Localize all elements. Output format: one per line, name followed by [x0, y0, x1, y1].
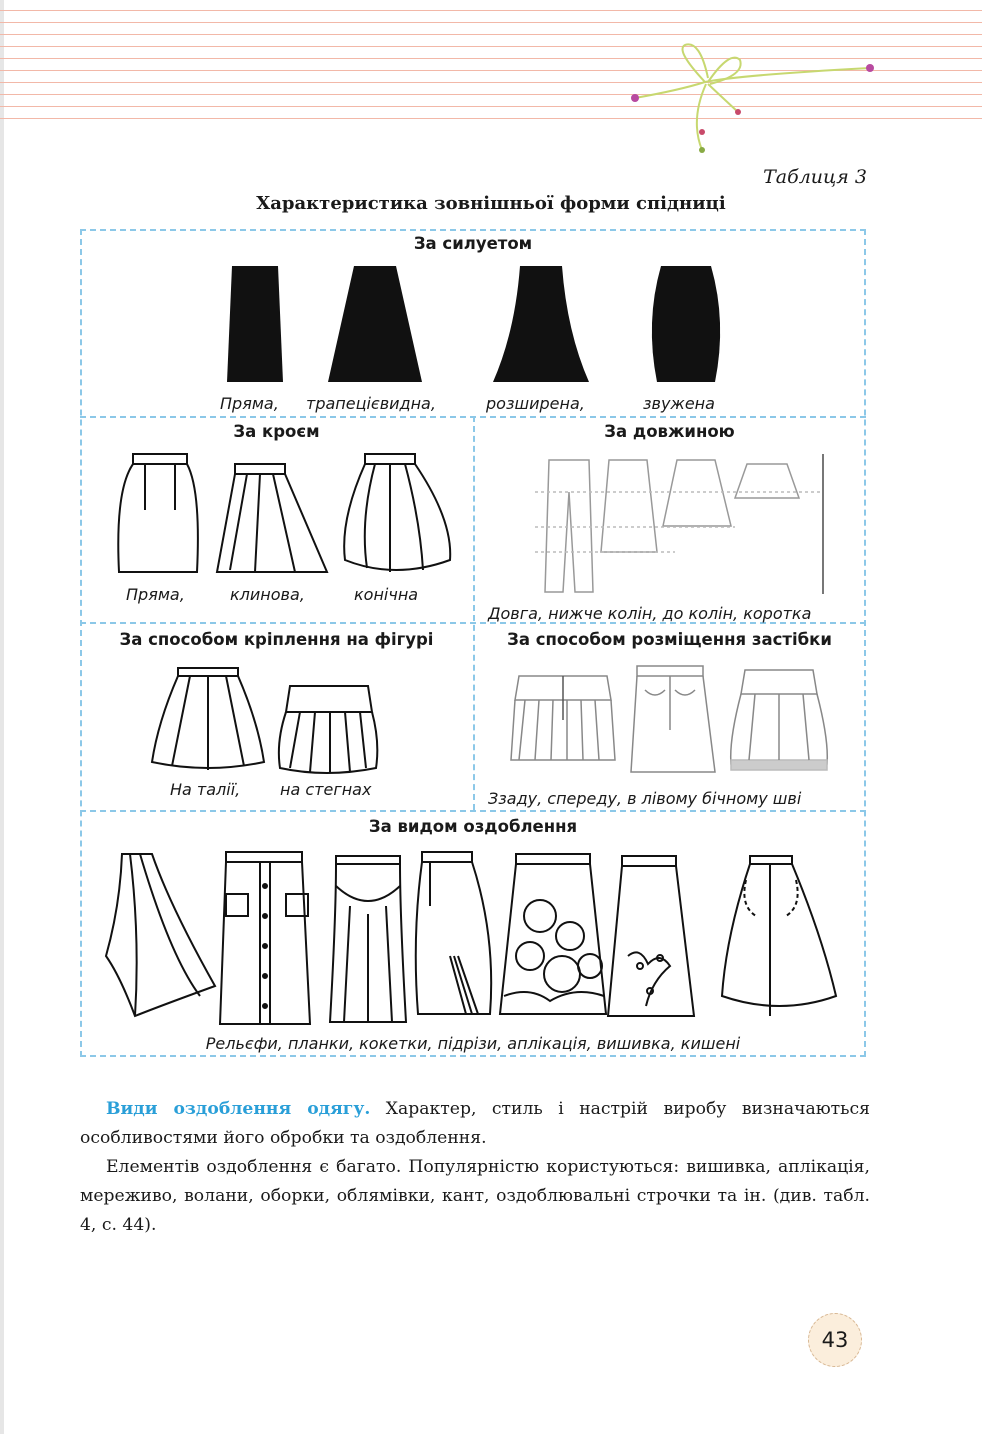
page-number: 43: [808, 1313, 862, 1367]
silhouette-skirts-illustration: [215, 262, 735, 387]
body-text: [80, 1095, 870, 1240]
caption-decoration: Рельєфи, планки, кокетки, підрізи, аплікація, вишивка, кишені: [205, 1034, 741, 1053]
caption-length: Довга, нижче колін, до колін, коротка: [488, 604, 812, 623]
cut-skirts-illustration: [105, 450, 460, 580]
section-title-silhouette: За силуетом: [413, 234, 533, 253]
caption-cut-conical: конічна: [354, 585, 419, 604]
section-title-length: За довжиною: [604, 422, 735, 441]
caption-silhouette-straight: Пряма,: [220, 394, 279, 413]
paragraph-2: Елементів оздоблення є багато. Популярністю користуються: вишивка, аплікація, мереживо, волани, оборки, облямівки, кант, оздоблювальні строчки та ін. (див. табл. 4, с. 44).: [80, 1157, 870, 1235]
section-title-cut: За кроєм: [233, 422, 320, 441]
table-number: Таблиця 3: [763, 166, 867, 188]
fastening-skirts-illustration: [150, 662, 380, 777]
length-skirts-illustration: [535, 452, 830, 597]
caption-closure: Ззаду, спереду, в лівому бічному шві: [488, 789, 802, 808]
caption-silhouette-flared: розширена,: [486, 394, 585, 413]
page-edge: [0, 0, 4, 1434]
paragraph-1-text: Характер, стиль і настрій виробу визначаються особливостями його обробки та оздоблення.: [80, 1099, 870, 1148]
ribbon-bow-icon: [620, 40, 890, 160]
term-highlight: Види оздоблення одягу.: [106, 1099, 371, 1119]
table-title: Характеристика зовнішньої форми спідниці: [256, 193, 726, 214]
closure-skirts-illustration: [505, 660, 835, 780]
section-title-decoration: За видом оздоблення: [368, 817, 578, 836]
caption-silhouette-trapezoid: трапецієвидна,: [306, 394, 436, 413]
caption-fastening-hips: на стегнах: [280, 780, 372, 799]
caption-cut-straight: Пряма,: [126, 585, 185, 604]
caption-silhouette-narrowed: звужена: [643, 394, 715, 413]
section-title-fastening: За способом кріплення на фігурі: [119, 630, 434, 649]
paragraph-1: [80, 1095, 870, 1153]
caption-cut-gored: клинова,: [230, 585, 305, 604]
section-title-closure: За способом розміщення застібки: [507, 630, 832, 649]
table-divider: [473, 416, 475, 810]
caption-fastening-waist: На талії,: [170, 780, 241, 799]
table-divider: [80, 810, 866, 812]
decoration-skirts-illustration: [100, 846, 845, 1031]
